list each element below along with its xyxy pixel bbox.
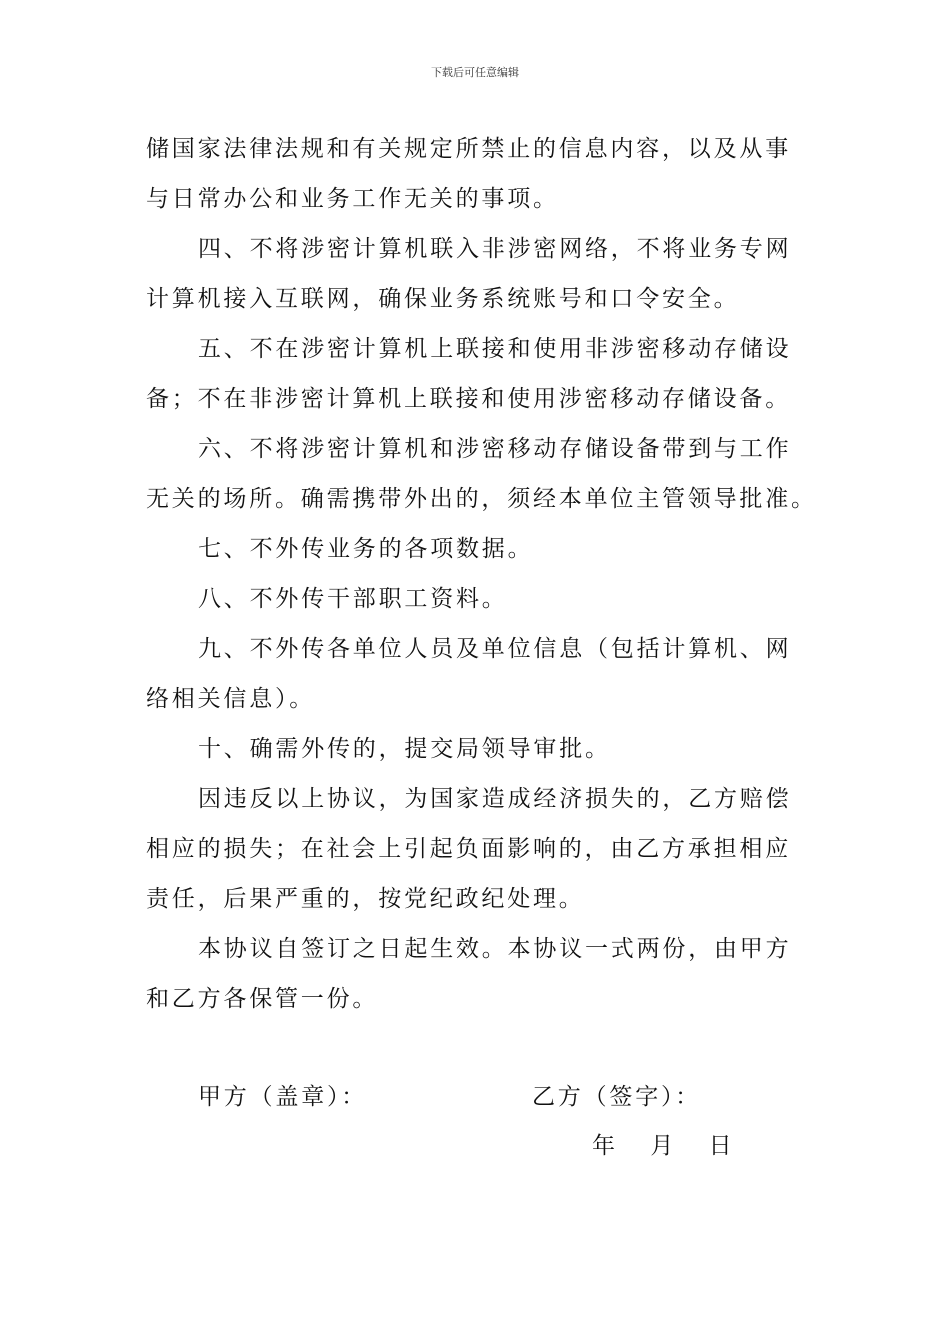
paragraph-item-10	[146, 724, 806, 774]
party-a-seal-label: 甲方（盖章）：	[198, 1084, 368, 1110]
paragraph-prohibited-content	[146, 124, 806, 224]
paragraph-line: 和乙方各保管一份。	[146, 986, 379, 1012]
paragraph-line: 七、不外传业务的各项数据。	[198, 536, 534, 562]
paragraph-line: 储国家法律法规和有关规定所禁止的信息内容，以及从事	[146, 136, 791, 162]
paragraph-item-9	[146, 624, 806, 724]
paragraph-item-6	[146, 424, 817, 524]
paragraph-effective	[146, 924, 806, 1024]
paragraph-line: 十、确需外传的，提交局领导审批。	[198, 736, 611, 762]
date-day-label: 日	[708, 1133, 732, 1159]
paragraph-item-8	[146, 574, 806, 624]
date-year-label: 年	[592, 1133, 615, 1159]
paragraph-line: 责任，后果严重的，按党纪政纪处理。	[146, 886, 585, 912]
paragraph-line: 八、不外传干部职工资料。	[198, 586, 508, 612]
paragraph-line: 计算机接入互联网，确保业务系统账号和口令安全。	[146, 286, 740, 312]
paragraph-line: 本协议自签订之日起生效。本协议一式两份，由甲方	[198, 936, 792, 962]
date-month-label: 月	[650, 1133, 674, 1159]
paragraph-line: 因违反以上协议，为国家造成经济损失的，乙方赔偿	[198, 786, 792, 812]
paragraph-line: 六、不将涉密计算机和涉密移动存储设备带到与工作	[198, 436, 792, 462]
paragraph-line: 四、不将涉密计算机联入非涉密网络，不将业务专网	[198, 236, 792, 262]
signature-row	[0, 1072, 950, 1122]
paragraph-item-4	[146, 224, 806, 324]
page-header-note: 下载后可任意编辑	[431, 66, 519, 79]
party-b-sign-label: 乙方（签字）：	[532, 1084, 702, 1110]
paragraph-line: 与日常办公和业务工作无关的事项。	[146, 186, 559, 212]
signature-date	[592, 1121, 732, 1171]
paragraph-line: 无关的场所。确需携带外出的，须经本单位主管领导批准。	[146, 486, 817, 512]
paragraph-line: 九、不外传各单位人员及单位信息（包括计算机、网	[198, 636, 792, 662]
paragraph-line: 络相关信息）。	[146, 686, 316, 712]
paragraph-liability	[146, 774, 806, 924]
paragraph-item-7	[146, 524, 806, 574]
paragraph-item-5	[146, 324, 806, 424]
paragraph-line: 备；不在非涉密计算机上联接和使用涉密移动存储设备。	[146, 386, 791, 412]
paragraph-line: 五、不在涉密计算机上联接和使用非涉密移动存储设	[198, 336, 792, 362]
document-body	[146, 124, 817, 1024]
paragraph-line: 相应的损失；在社会上引起负面影响的，由乙方承担相应	[146, 836, 791, 862]
